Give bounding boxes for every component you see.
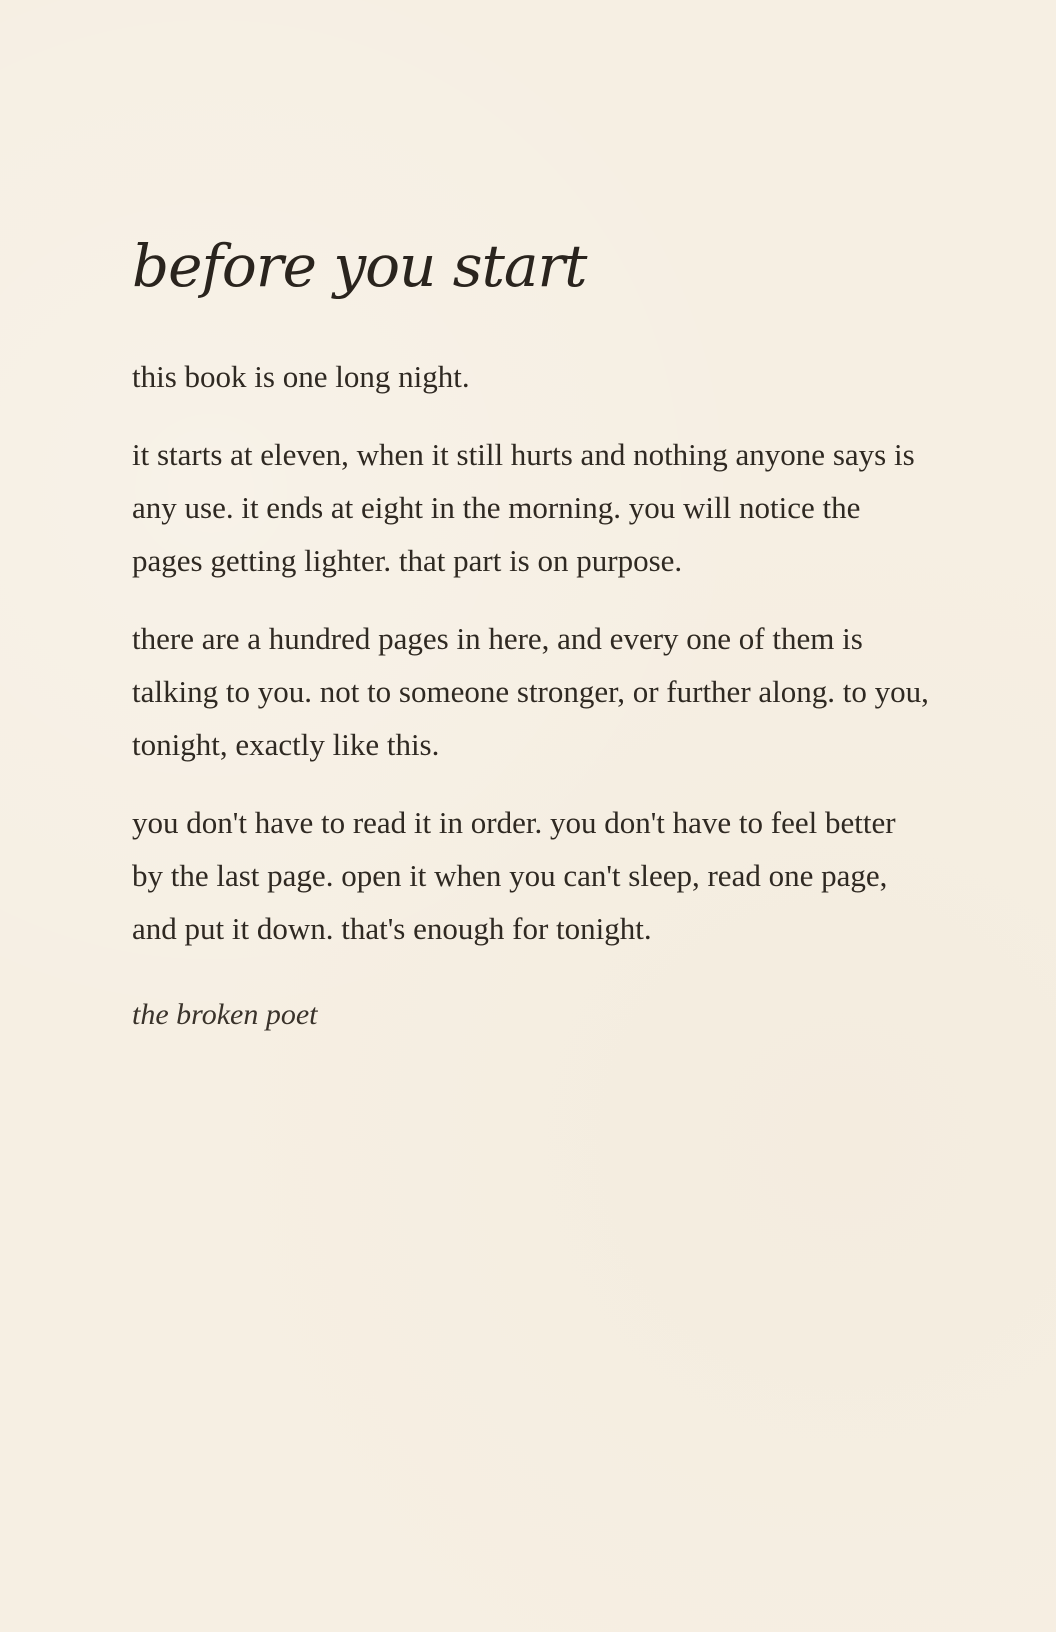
page-title: before you start — [132, 232, 587, 300]
author-signature: the broken poet — [132, 997, 318, 1031]
page-content — [132, 232, 932, 1035]
paragraph-1: this book is one long night. — [132, 358, 470, 394]
paragraph-2: it starts at eleven, when it still hurts and nothing anyone says is any use. it ends at eight in the morning. you will notice the pages getting lighter. that part is on purpose. — [132, 436, 915, 578]
paragraph-3: there are a hundred pages in here, and every one of them is talking to you. not to someone stronger, or further along. to you, tonight, exactly like this. — [132, 620, 929, 762]
paragraph-4: you don't have to read it in order. you don't have to feel better by the last page. open it when you can't sleep, read one page, and put it down. that's enough for tonight. — [132, 804, 896, 946]
